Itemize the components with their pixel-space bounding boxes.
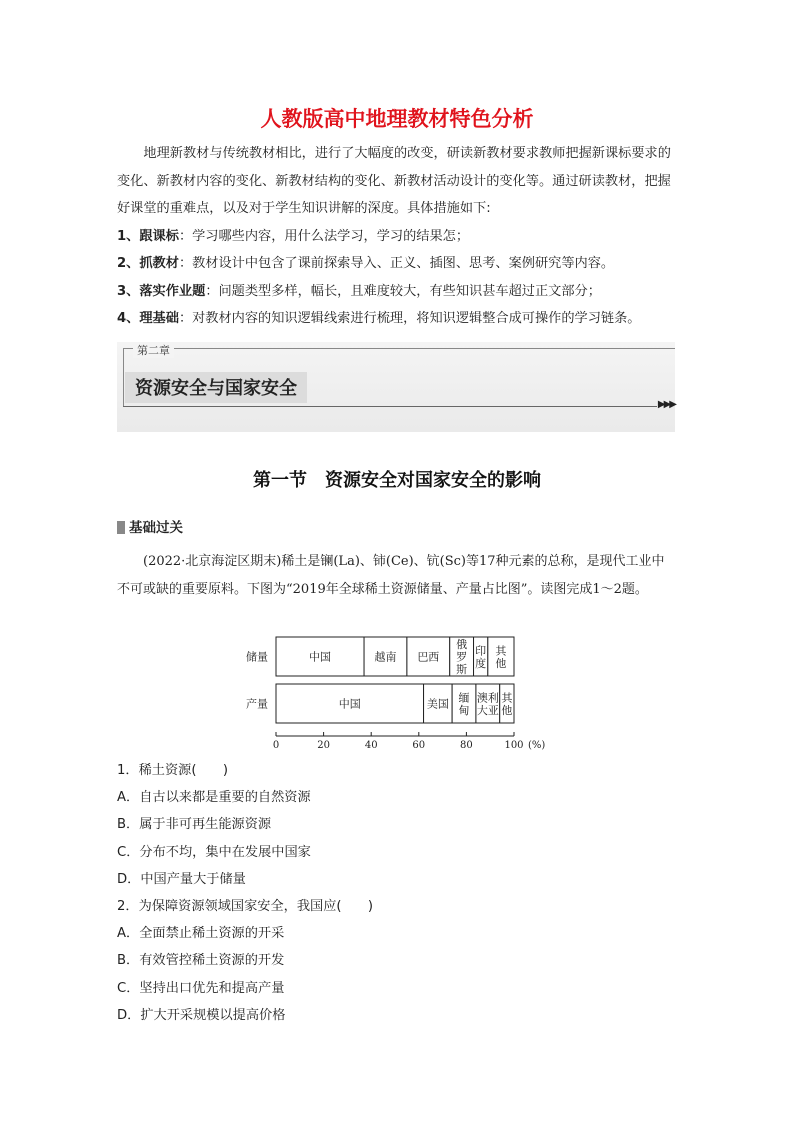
measure-label: 4、理基础	[117, 311, 179, 326]
basic-tag-label: 基础过关	[129, 520, 183, 536]
measure-label: 1、跟课标	[117, 228, 179, 244]
answer-option: C．坚持出口优先和提高产量	[117, 980, 285, 996]
measure-text: ：教材设计中包含了课前探索导入、正义、插图、思考、案例研究等内容。	[178, 256, 615, 271]
measure-item	[117, 250, 677, 278]
question-intro	[117, 548, 677, 604]
segment-label: 其他	[495, 644, 507, 670]
tag-block-icon	[117, 521, 125, 534]
segment-label: 俄罗斯	[456, 638, 468, 676]
intro-paragraph: 地理新教材与传统教材相比，进行了大幅度的改变，研读新教材要求教师把握新课标要求的变化、新教材内容的变化、新教材结构的变化、新教材活动设计的变化等。通过研读教材，把握好课堂的重难点，以及对于学生知识讲解的深度。具体措施如下:	[117, 146, 671, 216]
measure-text: ：学习哪些内容，用什么法学习，学习的结果怎；	[178, 228, 470, 244]
chapter-banner	[117, 342, 675, 432]
question-stem: 1．稀土资源( )	[117, 763, 228, 778]
answer-option: A．全面禁止稀土资源的开采	[117, 926, 285, 942]
measure-item	[117, 278, 677, 306]
basic-section-tag	[117, 516, 183, 536]
measure-item	[117, 223, 677, 251]
measure-label: 2、抓教材	[117, 256, 179, 271]
banner-top-rule	[123, 348, 675, 349]
question-stem: 2．为保障资源领域国家安全，我国应( )	[117, 899, 374, 915]
segment-label: 中国	[309, 650, 332, 664]
measure-text: ：问题类型多样，幅长，且难度较大，有些知识甚车超过正文部分；	[205, 283, 601, 299]
segment-label: 美国	[426, 697, 449, 711]
x-tick-label: 20	[317, 740, 330, 751]
x-axis-unit: (%)	[528, 740, 546, 751]
page-title: 人教版高中地理教材特色分析	[260, 107, 534, 131]
category-label: 产量	[246, 697, 268, 711]
segment-label: 其他	[501, 691, 513, 717]
measure-label: 3、落实作业题	[117, 283, 206, 299]
x-tick-label: 100	[504, 740, 524, 751]
answer-option: D．扩大开采规模以提高价格	[117, 1007, 286, 1023]
answer-option: B．属于非可再生能源资源	[117, 817, 272, 833]
intro-section	[117, 140, 677, 333]
question-intro-text: (2022·北京海淀区期末)稀土是镧(La)、铈(Ce)、钪(Sc)等17种元素的总称，是现代工业中不可或缺的重要原料。下图为“2019年全球稀土资源储量、产量占比图”。读图完成1～2题。	[117, 554, 665, 597]
x-tick-label: 0	[272, 740, 280, 751]
banner-side-rule	[123, 348, 124, 406]
questions-section	[117, 757, 677, 1029]
segment-label: 缅甸	[458, 691, 470, 717]
chapter-name: 资源安全与国家安全	[125, 372, 307, 403]
answer-option: D．中国产量大于储量	[117, 871, 246, 887]
section-title: 第一节 资源安全对国家安全的影响	[253, 470, 541, 491]
segment-label: 巴西	[417, 650, 440, 664]
answer-option: A．自古以来都是重要的自然资源	[117, 790, 311, 806]
chapter-number: 第二章	[133, 342, 174, 358]
segment-label: 印度	[475, 644, 487, 670]
x-tick-label: 80	[460, 740, 473, 751]
answer-option: B．有效管控稀土资源的开发	[117, 953, 285, 969]
measure-text: ：对教材内容的知识逻辑线索进行梳理，将知识逻辑整合成可操作的学习链条。	[178, 311, 641, 326]
segment-label: 中国	[338, 697, 361, 711]
segment-label: 越南	[374, 650, 397, 664]
rare-earth-chart	[240, 628, 560, 753]
segment-label: 澳大利亚	[476, 691, 499, 717]
banner-bottom-rule	[123, 406, 657, 407]
x-tick-label: 60	[412, 740, 426, 751]
x-tick-label: 40	[364, 740, 378, 751]
measure-item	[117, 305, 677, 333]
answer-option: C．分布不均，集中在发展中国家	[117, 844, 311, 860]
triple-arrow-icon: ▶▶▶	[657, 399, 675, 410]
category-label: 储量	[246, 650, 268, 664]
